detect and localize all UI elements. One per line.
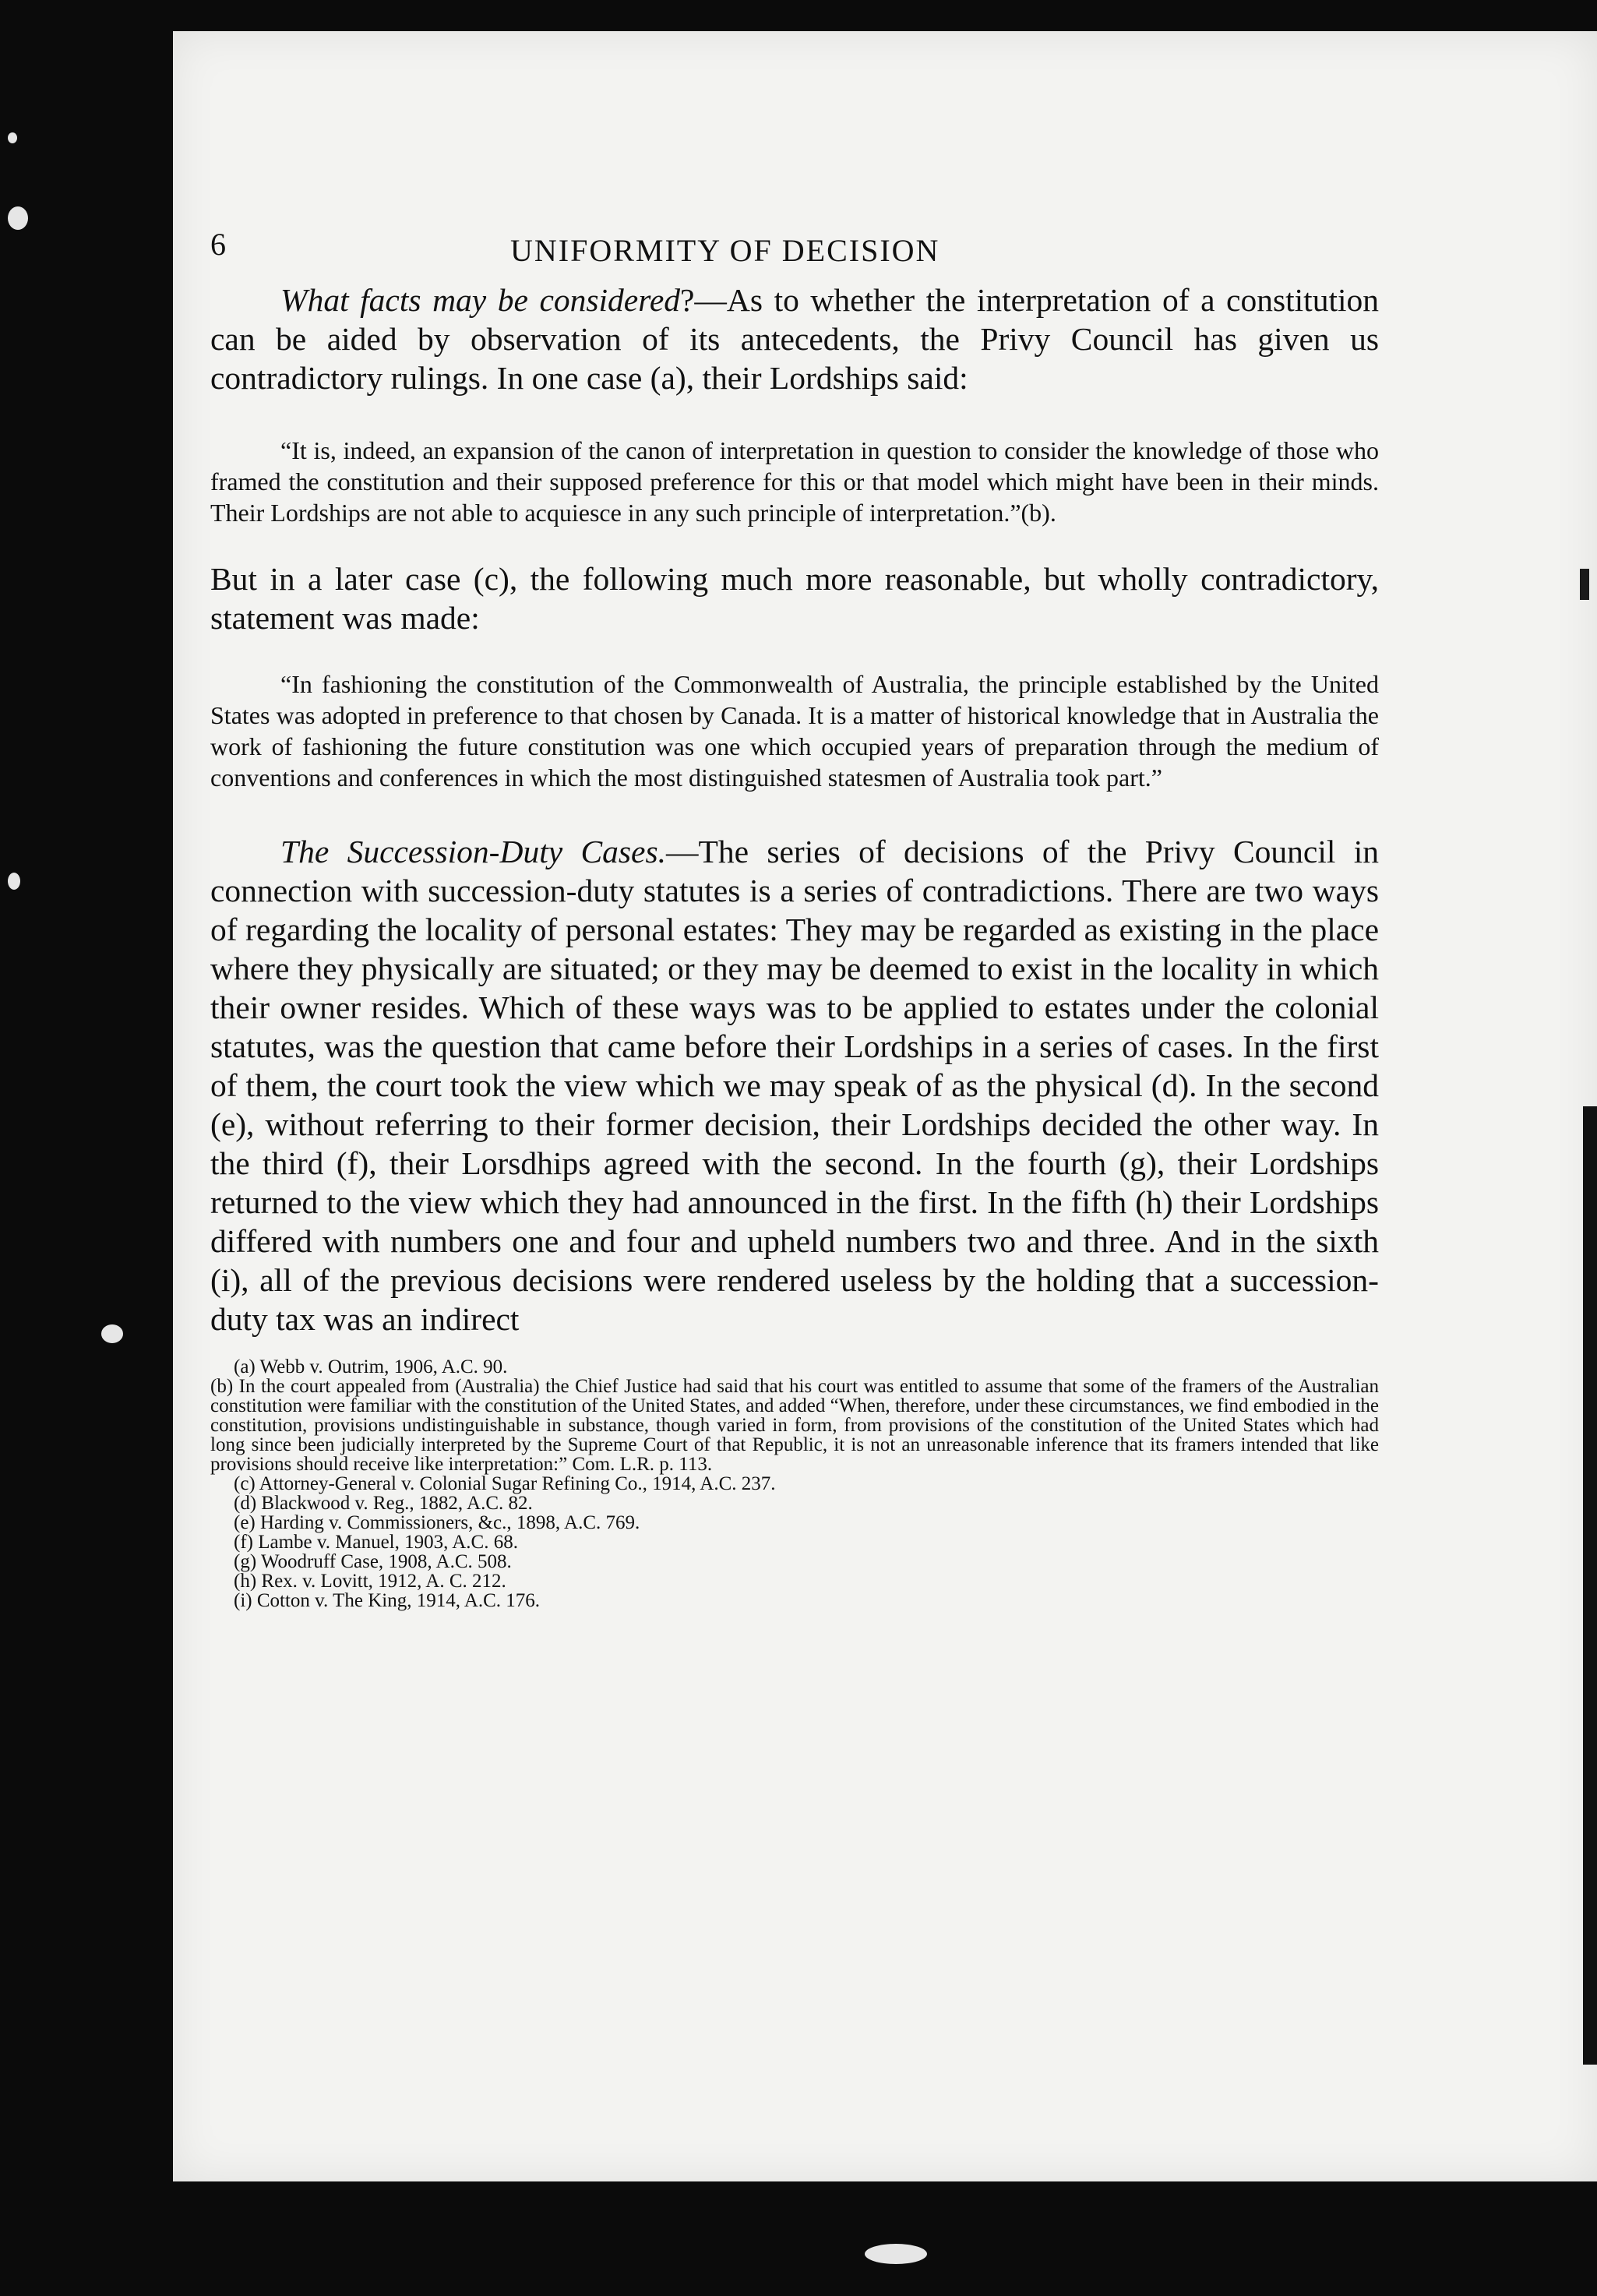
footnote-i: (i) Cotton v. The King, 1914, A.C. 176. bbox=[234, 1590, 541, 1611]
paragraph-text: —The series of decisions of the Privy Council in connection with succession-duty statutes is a series of contradictions. There are two ways of regarding the locality of personal estates: They may be regarded as existing in the place where they physically are situated; or they may be deemed to exist in the locality in which their owner resides. Which of these ways was to be applied to estates under the colonial statutes, was the question that came before their Lordships in a series of cases. In the first of them, the court took the view which we may speak of as the physical (d). In the second (e), without referring to their former decision, their Lordships decided the other way. In the third (f), their Lorsdhips agreed with the second. In the fourth (g), their Lordships returned to the view which they had announced in the first. In the fifth (h) their Lordships differed with numbers one and four and upheld numbers two and three. And in the sixth (i), all of the previous decisions were rendered useless by the holding that a succession-duty tax was an indirect bbox=[210, 834, 1379, 1337]
page-number: 6 bbox=[210, 227, 227, 262]
footnote-b: (b) In the court appealed from (Australia) the Chief Justice had said that his court was entitled to assume that some of the framers of the Australian constitution were familiar with the constitution of the United States, and added “When, therefore, under these circumstances, we find embodied in the constitution, provisions undistinguishable in substance, though varied in form, from provisions of the constitution of the United States which had long since been judicially interpreted by the Supreme Court of that Republic, it is not an unreasonable inference that its framers intended that like provisions should receive like interpretation:” Com. L.R. p. 113. bbox=[210, 1376, 1379, 1475]
footnotes bbox=[210, 1357, 1379, 1610]
paragraph-facts-considered bbox=[210, 280, 1379, 397]
section-heading-succession: The Succession-Duty Cases. bbox=[280, 834, 666, 869]
paragraph-succession-duty bbox=[210, 832, 1379, 1338]
section-heading-facts: What facts may be considered bbox=[280, 282, 681, 318]
block-quote-second: “In fashioning the constitution of the Commonwealth of Australia, the principle established by the United States was adopted in preference to that chosen by Canada. It is a matter of historical knowledge that in Australia the work of fashioning the future constitution was one which occupied years of preparation through the medium of conventions and conferences in which the most distinguished statesmen of Australia took part.” bbox=[210, 670, 1379, 792]
scan-speck bbox=[865, 2244, 927, 2264]
scan-speck bbox=[8, 206, 28, 230]
footnote-a: (a) Webb v. Outrim, 1906, A.C. 90. bbox=[234, 1356, 508, 1377]
footnote-f: (f) Lambe v. Manuel, 1903, A.C. 68. bbox=[234, 1532, 518, 1553]
footnote-h: (h) Rex. v. Lovitt, 1912, A. C. 212. bbox=[234, 1571, 506, 1592]
footnote-e: (e) Harding v. Commissioners, &c., 1898, A.C. 769. bbox=[234, 1512, 640, 1533]
paragraph-text: ?—As to whether the interpretation of a constitution can be aided by observation of its antecedents, the Privy Council has given us contradictory rulings. In one case (a), their Lordships said: bbox=[210, 282, 1380, 396]
page-binding-edge bbox=[1583, 1106, 1597, 2065]
footnote-d: (d) Blackwood v. Reg., 1882, A.C. 82. bbox=[234, 1493, 533, 1514]
scan-speck bbox=[101, 1324, 123, 1343]
block-quote-first: “It is, indeed, an expansion of the canon of interpretation in question to consider the knowledge of those who framed the constitution and their supposed preference for this or that model which might have been in their minds. Their Lordships are not able to acquiesce in any such principle of interpretation.”(b). bbox=[210, 436, 1379, 527]
scan-speck bbox=[8, 132, 17, 143]
page-header bbox=[210, 226, 1379, 280]
scan-speck bbox=[8, 873, 20, 890]
page-edge-mark bbox=[1580, 569, 1589, 600]
page-content bbox=[210, 226, 1379, 1610]
paragraph-later-case: But in a later case (c), the following much more reasonable, but wholly contradictory, statement was made: bbox=[210, 561, 1379, 636]
footnote-c: (c) Attorney-General v. Colonial Sugar Refining Co., 1914, A.C. 237. bbox=[234, 1473, 776, 1494]
footnote-g: (g) Woodruff Case, 1908, A.C. 508. bbox=[234, 1551, 512, 1572]
running-title: UNIFORMITY OF DECISION bbox=[510, 233, 940, 268]
